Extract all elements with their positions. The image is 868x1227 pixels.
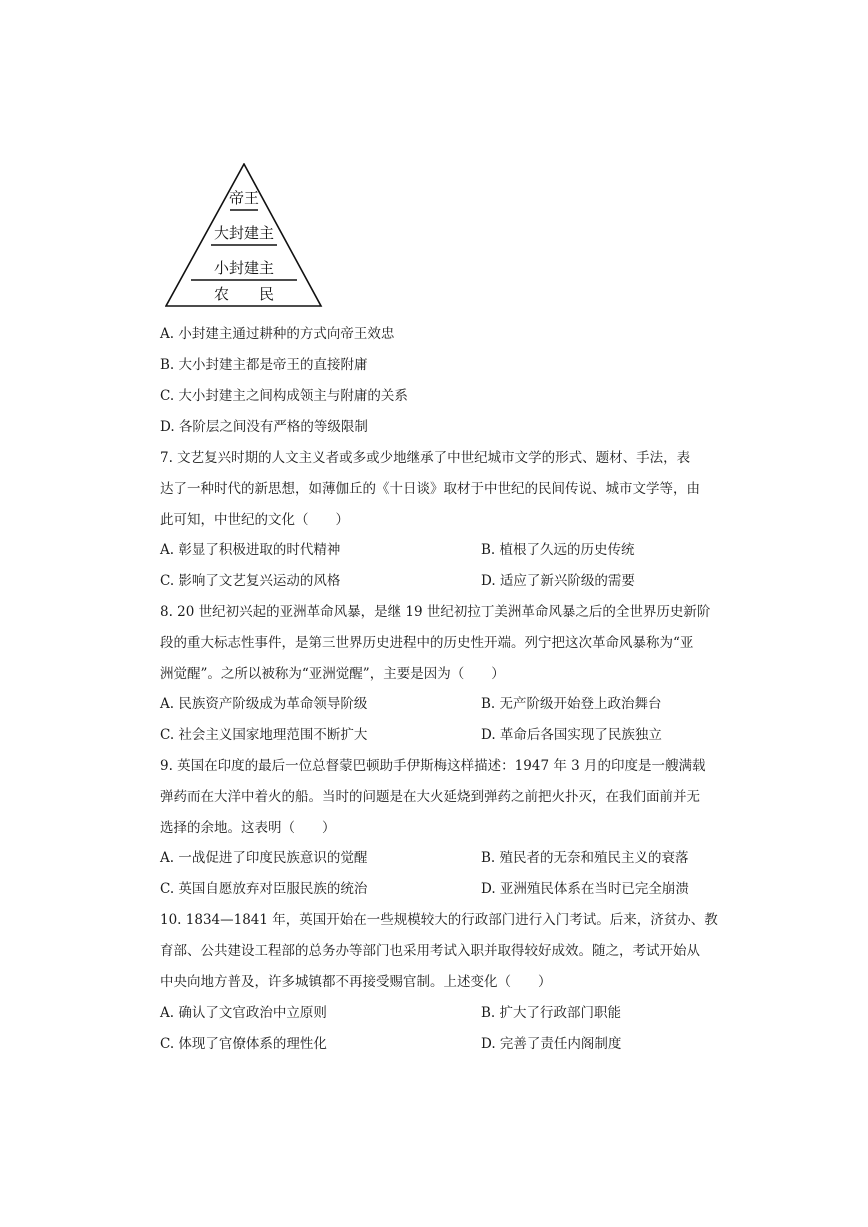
q10-stem-line: 育部、公共建设工程部的总务办等部门也采用考试入职并取得较好成效。随之，考试开始从: [160, 943, 700, 959]
pyramid-level-lesser-lords: 小封建主: [213, 259, 275, 277]
q10-option-c: C. 体现了官僚体系的理性化: [160, 1036, 327, 1052]
q9-option-c: C. 英国自愿放弃对臣服民族的统治: [160, 881, 368, 897]
q7-stem-line: 此可知，中世纪的文化（ ）: [160, 512, 349, 528]
q10-option-a: A. 确认了文官政治中立原则: [160, 1005, 327, 1021]
q9-stem-line: 选择的余地。这表明（ ）: [160, 820, 336, 836]
q8-stem-line: 段的重大标志性事件，是第三世界历史进程中的历史性开端。列宁把这次革命风暴称为“亚: [160, 635, 694, 651]
q8-stem-line: 洲觉醒”。之所以被称为“亚洲觉醒”，主要是因为（ ）: [160, 666, 505, 682]
q8-option-b: B. 无产阶级开始登上政治舞台: [481, 696, 662, 712]
q8-option-c: C. 社会主义国家地理范围不断扩大: [160, 727, 368, 743]
q6-option-c: C. 大小封建主之间构成领主与附庸的关系: [160, 388, 408, 404]
q10-option-d: D. 完善了责任内阁制度: [481, 1036, 622, 1052]
q7-option-c: C. 影响了文艺复兴运动的风格: [160, 573, 341, 589]
pyramid-level-emperor: 帝王: [228, 189, 260, 207]
feudal-hierarchy-pyramid: [165, 163, 323, 309]
q10-stem-line: 中央向地方普及，许多城镇都不再接受赐官制。上述变化（ ）: [160, 974, 552, 990]
pyramid-level-peasants: 农 民: [213, 285, 275, 303]
q10-option-b: B. 扩大了行政部门职能: [481, 1005, 622, 1021]
q7-option-d: D. 适应了新兴阶级的需要: [481, 573, 635, 589]
q8-option-d: D. 革命后各国实现了民族独立: [481, 727, 662, 743]
q7-option-b: B. 植根了久远的历史传统: [481, 542, 635, 558]
q8-option-a: A. 民族资产阶级成为革命领导阶级: [160, 696, 368, 712]
pyramid-level-great-lords: 大封建主: [213, 224, 275, 242]
q6-option-b: B. 大小封建主都是帝王的直接附庸: [160, 357, 368, 373]
q8-stem-line: 8. 20 世纪初兴起的亚洲革命风暴，是继 19 世纪初拉丁美洲革命风暴之后的全世界历史新阶: [160, 604, 711, 620]
q9-option-b: B. 殖民者的无奈和殖民主义的衰落: [481, 850, 689, 866]
q6-option-d: D. 各阶层之间没有严格的等级限制: [160, 419, 368, 435]
q6-option-a: A. 小封建主通过耕种的方式向帝王效忠: [160, 326, 395, 342]
q9-stem-line: 9. 英国在印度的最后一位总督蒙巴顿助手伊斯梅这样描述：1947 年 3 月的印度是一艘满载: [160, 758, 706, 774]
q7-stem-line: 达了一种时代的新思想，如薄伽丘的《十日谈》取材于中世纪的民间传说、城市文学等，由: [160, 481, 700, 497]
q9-option-d: D. 亚洲殖民体系在当时已完全崩溃: [481, 881, 689, 897]
q9-option-a: A. 一战促进了印度民族意识的觉醒: [160, 850, 368, 866]
q9-stem-line: 弹药而在大洋中着火的船。当时的问题是在大火延烧到弹药之前把火扑灭，在我们面前并无: [160, 789, 700, 805]
q10-stem-line: 10. 1834—1841 年，英国开始在一些规模较大的行政部门进行入门考试。后来，济贫办、教: [160, 912, 718, 928]
q7-option-a: A. 彰显了积极进取的时代精神: [160, 542, 341, 558]
q7-stem-line: 7. 文艺复兴时期的人文主义者或多或少地继承了中世纪城市文学的形式、题材、手法，表: [160, 450, 691, 466]
